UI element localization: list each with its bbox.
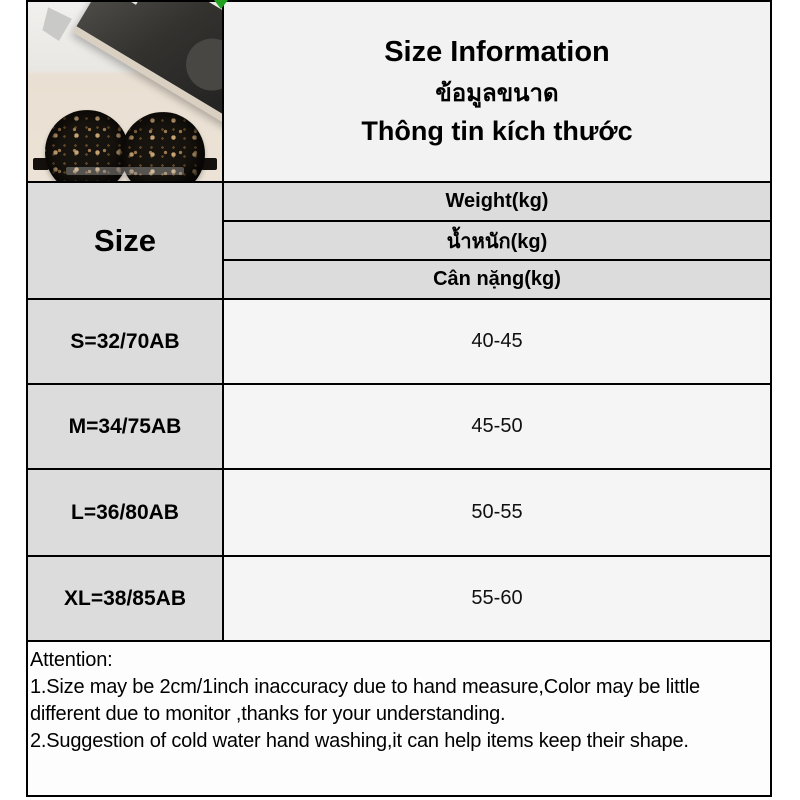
weight-value-m: 45-50 [224, 385, 770, 468]
paper-scrap [41, 7, 73, 42]
green-triangle-marker [214, 0, 228, 9]
title-thai: ข้อมูลขนาด [435, 80, 559, 107]
size-label-s: S=32/70AB [28, 300, 222, 383]
size-label-m: M=34/75AB [28, 385, 222, 468]
weight-header-en: Weight(kg) [224, 183, 770, 220]
weight-value-xl: 55-60 [224, 557, 770, 640]
title-english: Size Information [384, 36, 610, 68]
weight-header-th: น้ำหนัก(kg) [224, 222, 770, 259]
title-vietnamese: Thông tin kích thước [361, 116, 633, 146]
attention-note [28, 642, 770, 795]
photo-watermark [66, 167, 184, 175]
weight-value-l: 50-55 [224, 470, 770, 555]
title-block [224, 2, 770, 181]
packaging-label [115, 2, 144, 5]
attention-line-2: 2.Suggestion of cold water hand washing,it can help items keep their shape. [30, 730, 689, 752]
size-chart-table [26, 0, 772, 797]
product-photo [28, 2, 222, 181]
attention-line-1: 1.Size may be 2cm/1inch inaccuracy due to hand measure,Color may be little different due to monitor ,thanks for your understanding. [30, 676, 700, 725]
size-column-header: Size [28, 183, 222, 298]
weight-value-s: 40-45 [224, 300, 770, 383]
packaging-graphic [176, 29, 222, 100]
size-label-xl: XL=38/85AB [28, 557, 222, 640]
size-label-l: L=36/80AB [28, 470, 222, 555]
weight-header-vi: Cân nặng(kg) [224, 261, 770, 298]
attention-heading: Attention: [30, 649, 113, 671]
